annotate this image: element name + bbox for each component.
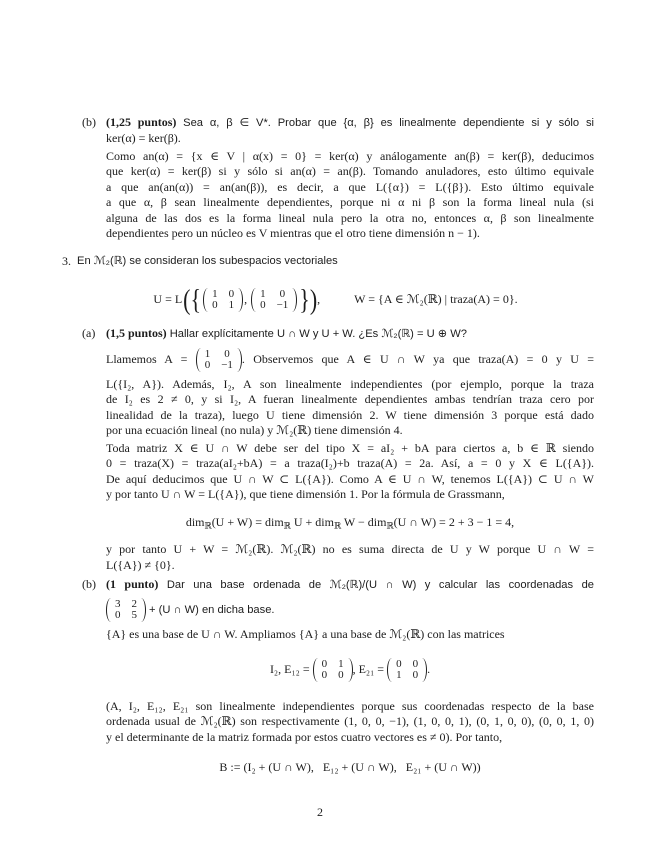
formula-subscript: ℝ [283, 520, 291, 531]
q2b-solution-line-1: Como an(α) = {x ∈ V | α(x) = 0} = ker(α) y análogamente an(β) = ker(β), deducimos [106, 149, 594, 163]
matrix-entry: 1 [212, 288, 218, 301]
q3a-para1-line-4: por una ecuación lineal (no nula) y ℳ₂(ℝ) tiene dimensión 4. [106, 423, 403, 437]
q3b-statement-line-2 [106, 597, 594, 622]
matrix-entries [318, 658, 348, 682]
q3b-label: (b) [82, 577, 96, 591]
matrix-entry: 1 [338, 658, 344, 671]
q2b-statement-text: Sea α, β ∈ V*. Probar que {α, β} es linealmente dependiente si y sólo si [183, 117, 595, 129]
matrix-entry: −1 [276, 299, 289, 312]
basis-matrices-display [106, 657, 594, 682]
formula-part: dim [185, 515, 205, 529]
q3-number: 3. [62, 254, 71, 268]
q3a-label: (a) [82, 326, 96, 340]
big-open-paren: ( [183, 283, 191, 316]
q2b-solution-line-3: a que an(an(α)) = an(an(β)), es decir, a que L({α}) = L({β}). Esto último equivale [106, 180, 594, 194]
q3a-para2-line-1: Toda matriz X ∈ U ∩ W debe ser del tipo X = aI₂ + bA para ciertos a, b ∈ ℝ siendo [106, 441, 594, 455]
matrix-entries [201, 348, 237, 372]
matrix-right-paren [238, 288, 243, 312]
matrix-entry: 0 [279, 288, 286, 301]
display-mid: , E₂₁ = [352, 662, 385, 676]
q3a-intro-post: . Observemos que A ∈ U ∩ W ya que traza(A) = 0 y U = [241, 352, 595, 366]
matrix-entry: 3 [115, 598, 121, 611]
matrix-entry: 0 [224, 348, 230, 361]
q3a-intro-pre: Llamemos A = [106, 352, 188, 366]
q2b-solution-line-5: alguna de las dos es la forma lineal nula pero la otra no, entonces α, β son linealmente [106, 211, 594, 225]
quotient-basis-display: B := (I₂ + (U ∩ W), E₁₂ + (U ∩ W), E₂₁ + (U ∩ W)) [219, 760, 481, 774]
q3a-statement-text: Hallar explícitamente U ∩ W y U + W. ¿Es ℳ₂(ℝ) = U ⊕ W? [169, 328, 467, 340]
grassmann-formula [106, 514, 594, 530]
big-open-brace: { [190, 283, 202, 316]
matrix-entries [392, 658, 422, 682]
matrix-entry: 0 [212, 299, 218, 312]
q3b-statement-text: Dar una base ordenada de ℳ₂(ℝ)/(U ∩ W) y calcular las coordenadas de [166, 579, 595, 591]
matrix-entry: 0 [204, 359, 211, 372]
q2b-label: (b) [82, 115, 96, 129]
q3a-para1-line-3: linealidad de la traza), luego U tiene dimensión 2. W tiene dimensión 3 porque está dado [106, 408, 594, 422]
matrix-e21 [387, 658, 427, 682]
matrix-right-paren [141, 598, 146, 622]
matrix-entry: 1 [396, 669, 402, 682]
big-close-paren: ) [309, 283, 318, 316]
matrix-entry: 0 [321, 669, 328, 682]
matrix-entry: 0 [412, 669, 419, 682]
q2b-solution-line-6: dependientes pero un núcleo es V mientras que el otro tiene dimensión n − 1). [106, 226, 480, 240]
matrix-target [106, 598, 146, 622]
w-definition: W = {A ∈ ℳ₂(ℝ) | traza(A) = 0}. [354, 292, 518, 306]
q3b-points: (1 punto) [106, 577, 159, 591]
matrix-identity [203, 288, 243, 312]
display-post: . [427, 662, 431, 676]
q3a-para3-line-1: y por tanto U + W = ℳ₂(ℝ). ℳ₂(ℝ) no es suma directa de U y W porque U ∩ W = [106, 542, 594, 556]
matrix-entries [111, 598, 141, 622]
matrix-a [196, 348, 242, 372]
matrix-entry: 1 [204, 348, 211, 361]
matrix-entry: 1 [260, 288, 266, 301]
matrix-right-paren [292, 288, 297, 312]
q3b-para2-line-2: ordenada usual de ℳ₂(ℝ) son respectivamente (1, 0, 0, −1), (1, 0, 0, 1), (0, 1, 0, 0), (0, 0, 1, 0) [106, 714, 594, 728]
q3a-para1-line-2: de I₂ es 2 ≠ 0, y si I₂, A fueran linealmente dependientes ambas tendrían traza cero por [106, 392, 594, 406]
q2b-solution-line-2: que ker(α) = ker(β) si y sólo si an(α) = an(β). Tomando anuladores, esto último equivale [106, 164, 594, 178]
matrix-entry: 0 [321, 658, 328, 671]
matrix-entry: 0 [396, 658, 402, 671]
q3b-statement-post: + (U ∩ W) en dicha base. [149, 604, 275, 616]
q3a-para1-line-1: L({I₂, A}). Además, I₂, A son linealmente independientes (por ejemplo, porque la traza [106, 377, 594, 391]
matrix-separator: , [244, 292, 248, 306]
q3-subspaces-display [77, 284, 594, 314]
matrix-entry: 0 [115, 609, 121, 622]
q3a-points: (1,5 puntos) [106, 326, 167, 340]
big-close-brace: } [299, 283, 310, 316]
formula-subscript: ℝ [204, 520, 212, 531]
matrix-entry: 0 [338, 669, 344, 682]
display-comma: , [317, 292, 321, 306]
matrix-entry: 1 [228, 299, 235, 312]
q2b-statement-line-1 [106, 115, 594, 131]
matrix-entries [208, 288, 238, 312]
matrix-entry: 0 [412, 658, 419, 671]
formula-part: (U + W) = dim [211, 515, 284, 529]
formula-part: (U ∩ W) = 2 + 3 − 1 = 4, [393, 515, 515, 529]
q3a-para2-line-3: De aquí deducimos que U ∩ W ⊂ L({A}). Como A ∈ U ∩ W, tenemos L({A}) ⊂ U ∩ W [106, 472, 594, 486]
q3b-statement-line-1 [106, 577, 594, 593]
formula-subscript: ℝ [333, 520, 342, 531]
matrix-entry: 2 [131, 598, 137, 611]
matrix-a [251, 288, 297, 312]
q3a-intro-line [106, 347, 594, 372]
q3a-para3-line-2: L({A}) ≠ {0}. [106, 558, 175, 572]
q3b-para2-line-3: y el determinante de la matriz formada por estos cuatro vectores es ≠ 0). Por tanto, [106, 730, 503, 744]
q2b-solution-line-4: a que α, β sean linealmente dependientes, porque ni α ni β son la forma lineal nula (si [106, 195, 594, 209]
page-number: 2 [317, 805, 323, 819]
formula-subscript: ℝ [386, 520, 394, 531]
q3-statement: En ℳ₂(ℝ) se consideran los subespacios vectoriales [77, 255, 338, 267]
matrix-entry: 5 [131, 609, 137, 622]
display-pre: I₂, E₁₂ = [269, 662, 310, 676]
q2b-statement-line-2: ker(α) = ker(β). [106, 131, 181, 145]
formula-part: W − dim [341, 515, 387, 529]
matrix-entry: 0 [228, 288, 235, 301]
q3b-para1-line: {A} es una base de U ∩ W. Ampliamos {A} a una base de ℳ₂(ℝ) con las matrices [106, 627, 505, 641]
matrix-entries [256, 288, 292, 312]
u-definition-lhs: U = L [153, 292, 183, 306]
q3a-para2-line-4: y por tanto U ∩ W = L({A}), que tiene dimensión 1. Por la fórmula de Grassmann, [106, 487, 505, 501]
q3b-para2-line-1: (A, I₂, E₁₂, E₂₁ son linealmente independientes porque sus coordenadas respecto de la base [106, 699, 594, 713]
formula-part: U + dim [290, 515, 334, 529]
q2b-points: (1,25 puntos) [106, 115, 177, 129]
q3a-para2-line-2: 0 = traza(X) = traza(aI₂+bA) = a traza(I₂)+b traza(A) = 2a. Así, a = 0 y X ∈ L({A}). [106, 456, 594, 470]
matrix-entry: −1 [221, 359, 233, 372]
matrix-e12 [313, 658, 353, 682]
matrix-entry: 0 [260, 299, 266, 312]
q3a-statement-line [106, 326, 594, 342]
